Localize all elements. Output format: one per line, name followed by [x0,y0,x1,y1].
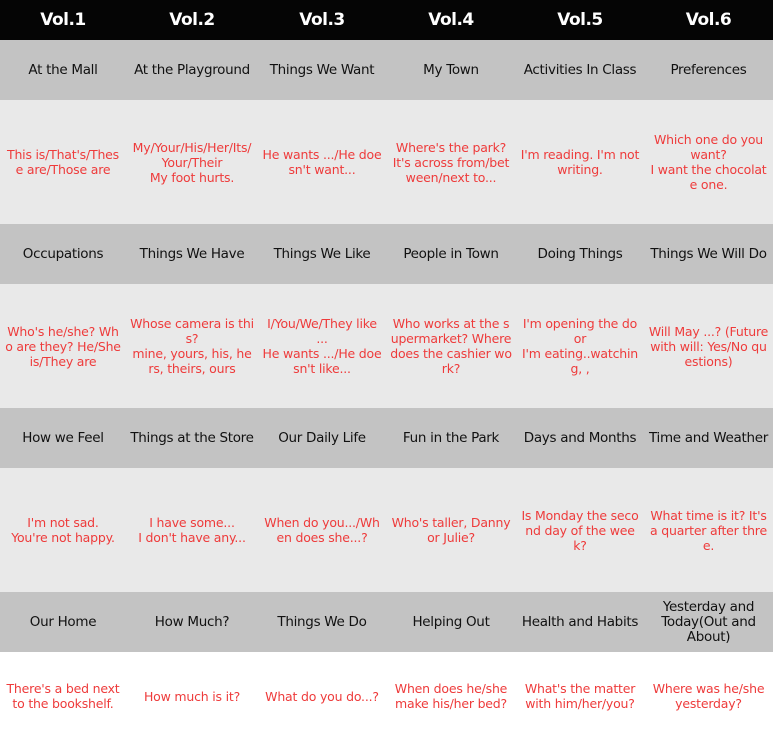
topic-cell: Activities In Class [516,40,644,100]
topic-cell: Things We Like [258,224,386,284]
topic-cell: Our Daily Life [258,408,386,468]
topic-cell: Things We Will Do [644,224,773,284]
phrase-cell: When does he/she make his/her bed? [386,652,516,740]
column-header-vol1: Vol.1 [0,0,126,40]
phrase-cell: I/You/We/They like ... He wants .../He doesn't like... [258,284,386,408]
topic-cell: Things We Do [258,592,386,652]
phrase-cell: What time is it? It's a quarter after three. [644,468,773,592]
topic-cell: Fun in the Park [386,408,516,468]
phrase-cell: Whose camera is this? mine, yours, his, hers, theirs, ours [126,284,258,408]
topic-cell: Yesterday and Today(Out and About) [644,592,773,652]
column-header-vol2: Vol.2 [126,0,258,40]
topic-cell: At the Mall [0,40,126,100]
phrase-cell: Who's he/she? Who are they? He/She is/They are [0,284,126,408]
topic-cell: How Much? [126,592,258,652]
topic-cell: Doing Things [516,224,644,284]
column-header-vol6: Vol.6 [644,0,773,40]
topic-cell: Time and Weather [644,408,773,468]
phrase-cell: What's the matter with him/her/you? [516,652,644,740]
phrase-cell: This is/That's/These are/Those are [0,100,126,224]
phrase-cell: How much is it? [126,652,258,740]
phrase-cell: Will May ...? (Future with will: Yes/No questions) [644,284,773,408]
column-header-vol3: Vol.3 [258,0,386,40]
phrase-cell: Where's the park? It's across from/between/next to... [386,100,516,224]
topic-cell: Days and Months [516,408,644,468]
phrase-cell: He wants .../He doesn't want... [258,100,386,224]
phrase-cell: I'm not sad. You're not happy. [0,468,126,592]
column-header-vol4: Vol.4 [386,0,516,40]
topic-cell: Things at the Store [126,408,258,468]
phrase-cell: Is Monday the second day of the week? [516,468,644,592]
column-header-vol5: Vol.5 [516,0,644,40]
phrase-cell: I have some... I don't have any... [126,468,258,592]
phrase-cell: Who's taller, Danny or Julie? [386,468,516,592]
topic-cell: How we Feel [0,408,126,468]
topic-cell: Things We Have [126,224,258,284]
topic-cell: Our Home [0,592,126,652]
phrase-cell: Which one do you want? I want the chocolate one. [644,100,773,224]
phrase-cell: When do you.../When does she...? [258,468,386,592]
phrase-cell: My/Your/His/Her/Its/Your/Their My foot hurts. [126,100,258,224]
phrase-cell: Who works at the supermarket? Where does the cashier work? [386,284,516,408]
topic-cell: Helping Out [386,592,516,652]
phrase-cell: There's a bed next to the bookshelf. [0,652,126,740]
topic-cell: People in Town [386,224,516,284]
phrase-cell: Where was he/she yesterday? [644,652,773,740]
topic-cell: At the Playground [126,40,258,100]
phrase-cell: I'm reading. I'm not writing. [516,100,644,224]
topic-cell: Preferences [644,40,773,100]
topic-cell: Occupations [0,224,126,284]
phrase-cell: I'm opening the door I'm eating..watching, , [516,284,644,408]
topic-cell: My Town [386,40,516,100]
phrase-cell: What do you do...? [258,652,386,740]
topic-cell: Things We Want [258,40,386,100]
topic-cell: Health and Habits [516,592,644,652]
